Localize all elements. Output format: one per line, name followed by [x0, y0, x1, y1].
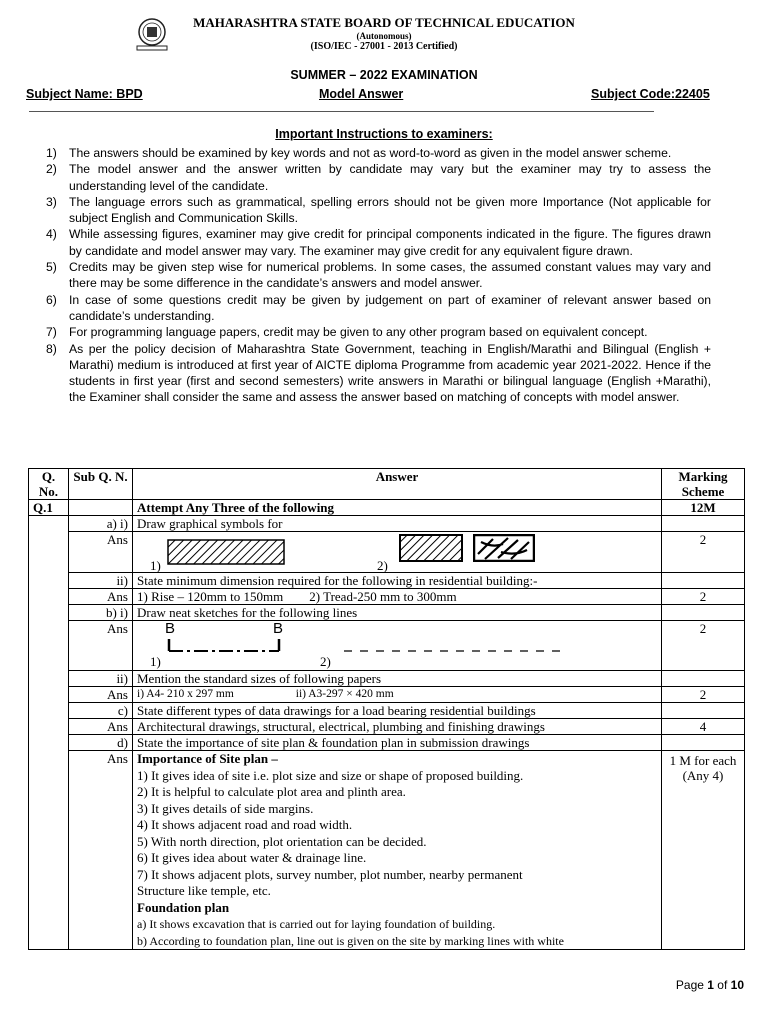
list-item: a) It shows excavation that is carried out for laying foundation of building.	[137, 917, 496, 931]
instructions-list	[25, 145, 711, 406]
question-title: Attempt Any Three of the following	[133, 500, 662, 516]
board-name: MAHARASHTRA STATE BOARD OF TECHNICAL EDUCATION	[193, 15, 575, 30]
list-item: 2) It is helpful to calculate plot area and plinth area.	[137, 784, 406, 799]
table-row: ii) Mention the standard sizes of following papers	[29, 671, 745, 687]
header-sub-q: Sub Q. N.	[69, 469, 133, 500]
instructions-title: Important Instructions to examiners:	[275, 127, 493, 141]
hidden-line-icon	[342, 647, 562, 655]
instruction-item: 2) The model answer and the answer written by candidate may vary but the examiner may try to assess the understanding level of the candidate.	[46, 162, 711, 193]
brick-symbol-icon	[399, 534, 463, 562]
header-marking: Marking Scheme	[662, 469, 745, 500]
instruction-item: 3) The language errors such as grammatical, spelling errors should not be given more Importance (Not applicable for subject English and Communication Skills.	[46, 194, 711, 226]
table-row: ii) State minimum dimension required for the following in residential building:-	[29, 573, 745, 589]
graphical-symbols: 1) 2)	[133, 532, 662, 573]
table-row: d) State the importance of site plan & foundation plan in submission drawings	[29, 735, 745, 751]
table-row: b) i) Draw neat sketches for the following lines	[29, 605, 745, 621]
question-marks: 12M	[662, 500, 745, 516]
table-row: c) State different types of data drawings for a load bearing residential buildings	[29, 703, 745, 719]
list-item: 1) It gives idea of site i.e. plot size and size or shape of proposed building.	[137, 767, 524, 783]
list-item: 7) It shows adjacent plots, survey number, plot number, nearby permanent Structure like temple, etc.	[137, 866, 523, 898]
table-row: Ans Architectural drawings, structural, electrical, plumbing and finishing drawings 4	[29, 719, 745, 735]
table-row	[29, 500, 745, 516]
table-row: Ans 1) 2) 2	[29, 532, 745, 573]
list-item: b) According to foundation plan, line out is given on the site by marking lines with white	[137, 933, 564, 948]
board-certification: (ISO/IEC - 27001 - 2013 Certified)	[310, 41, 458, 52]
site-plan-heading: Importance of Site plan –	[137, 751, 278, 766]
list-item: 6) It gives idea about water & drainage line.	[137, 850, 367, 865]
earth-symbol-icon	[167, 539, 285, 565]
model-answer-label: Model Answer	[319, 87, 404, 101]
instruction-item: 6) In case of some questions credit may be given by judgement on part of examiner of relevant answer based on candidate’s understanding.	[46, 292, 711, 323]
list-item: 3) It gives details of side margins.	[137, 800, 314, 816]
header-q-no: Q. No.	[29, 469, 69, 500]
board-autonomous: (Autonomous)	[356, 31, 412, 41]
section-line-icon	[167, 637, 287, 655]
header-answer: Answer	[133, 469, 662, 500]
instruction-item: 5) Credits may be given step wise for numerical problems. In some cases, the assumed constant values may vary and there may be some difference in the candidate’s answers and model answer.	[46, 260, 711, 291]
list-item: 5) With north direction, plot orientation can be decided.	[137, 833, 427, 849]
table-row: a) i) Draw graphical symbols for	[29, 516, 745, 532]
foundation-plan-heading: Foundation plan	[137, 899, 230, 915]
subject-name: Subject Name: BPD	[26, 87, 143, 101]
model-answer-table	[28, 468, 745, 950]
subject-code: Subject Code:22405	[591, 87, 710, 101]
table-row: Ans 1) Rise – 120mm to 150mm 2) Tread-250 mm to 300mm 2	[29, 589, 745, 605]
instruction-item: 7) For programming language papers, credit may be given to any other program based on equivalent concept.	[46, 325, 648, 340]
instruction-item: 8) As per the policy decision of Maharashtra State Government, teaching in English/Marathi and Bilingual (English + Marathi) medium is introduced at first year of AICTE diploma Programme from academic year 2021-2022. Hence if the students in first year (first and second semesters) write answers in Marathi or bilingual language (English +Marathi), the Examiner shall consider the same and assess the answer based on matching of concepts with model answer.	[46, 341, 711, 405]
instruction-item: 1) The answers should be examined by key words and not as word-to-word as given in the model answer scheme.	[46, 146, 672, 160]
stone-symbol-icon	[473, 534, 535, 562]
page-number: Page 1 of 10	[675, 978, 744, 992]
table-row: Ans B B 1) 2) 2	[29, 621, 745, 671]
exam-title: SUMMER – 2022 EXAMINATION	[290, 68, 478, 82]
list-item: 4) It shows adjacent road and road width.	[137, 817, 353, 832]
instruction-item: 4) While assessing figures, examiner may give credit for principal components indicated in the figure. The figures drawn by candidate and model answer may vary. The examiner may give credit for any equivalent figure drawn.	[46, 227, 711, 258]
line-sketches: B B 1) 2)	[133, 621, 662, 671]
table-row: Ans Importance of Site plan – 1) It gives idea of site i.e. plot size and size or shape of proposed building. 2) It is helpful to calculate plot area and plinth area. 3) It gives details of side margins. 4) It shows adjacent road and road width. 5) With north direction, plot orientation can be decided. 6) It gives idea about water & drainage line. 7) It shows adjacent plots, survey number, plot number, nearby permanent Structure like temple, etc. Foundation plan a) It shows excavation that is carried out for laying foundation of building. b) According to foundation plan, line out is given on the site by marking lines with white 1 M for each (Any 4)	[29, 751, 745, 950]
table-row: Ans i) A4- 210 x 297 mm ii) A3-297 × 420 mm 2	[29, 687, 745, 703]
table-header-row	[29, 469, 745, 500]
header-divider	[29, 111, 654, 112]
question-number: Q.1	[29, 500, 69, 516]
